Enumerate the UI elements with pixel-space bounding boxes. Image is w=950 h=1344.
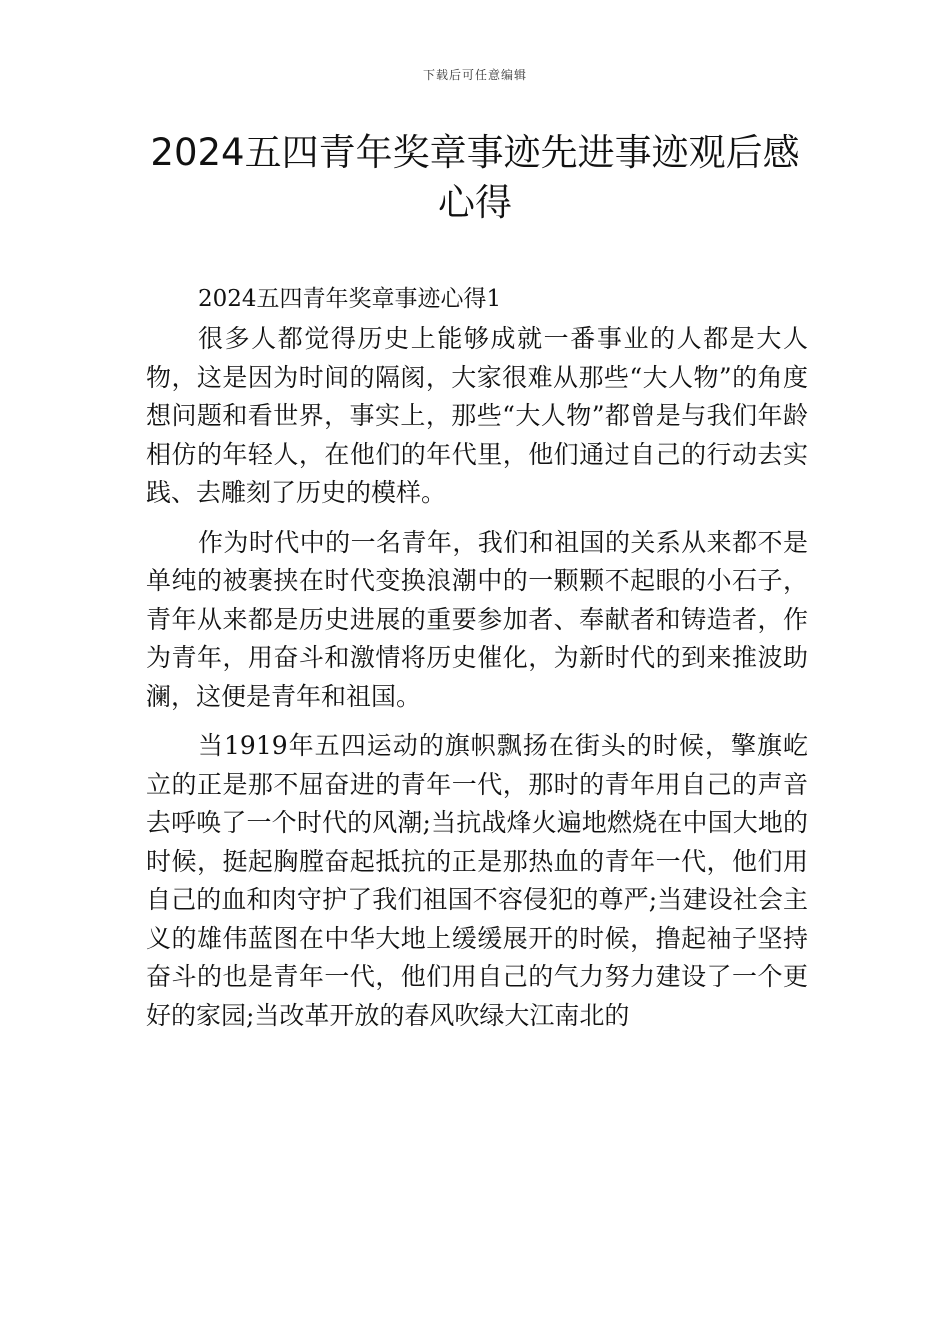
- paragraph-1: 很多人都觉得历史上能够成就一番事业的人都是大人物，这是因为时间的隔阂，大家很难从那些“大人物”的角度想问题和看世界，事实上，那些“大人物”都曾是与我们年龄相仿的年轻人，在他们的年代里，他们通过自己的行动去实践、去雕刻了历史的模样。: [146, 324, 808, 507]
- section-subheading: 2024五四青年奖章事迹心得1: [198, 286, 502, 312]
- paragraph-2: 作为时代中的一名青年，我们和祖国的关系从来都不是单纯的被裹挟在时代变换浪潮中的一颗颗不起眼的小石子，青年从来都是历史进展的重要参加者、奉献者和铸造者，作为青年，用奋斗和激情将历史催化，为新时代的到来推波助澜，这便是青年和祖国。: [146, 527, 808, 711]
- paragraph-3: 当1919年五四运动的旗帜飘扬在街头的时候，擎旗屹立的正是那不屈奋进的青年一代，那时的青年用自己的声音去呼唤了一个时代的风潮;当抗战烽火遍地燃烧在中国大地的时候，挺起胸膛奋起抵抗的正是那热血的青年一代，他们用自己的血和肉守护了我们祖国不容侵犯的尊严;当建设社会主义的雄伟蓝图在中华大地上缓缓展开的时候，撸起袖子坚持奋斗的也是青年一代，他们用自己的气力努力建设了一个更好的家园;当改革开放的春风吹绿大江南北的: [146, 731, 808, 1030]
- document-title: 2024五四青年奖章事迹先进事迹观后感心得: [150, 131, 800, 224]
- page-header-note: 下载后可任意编辑: [422, 68, 527, 82]
- document-body: [146, 280, 808, 1046]
